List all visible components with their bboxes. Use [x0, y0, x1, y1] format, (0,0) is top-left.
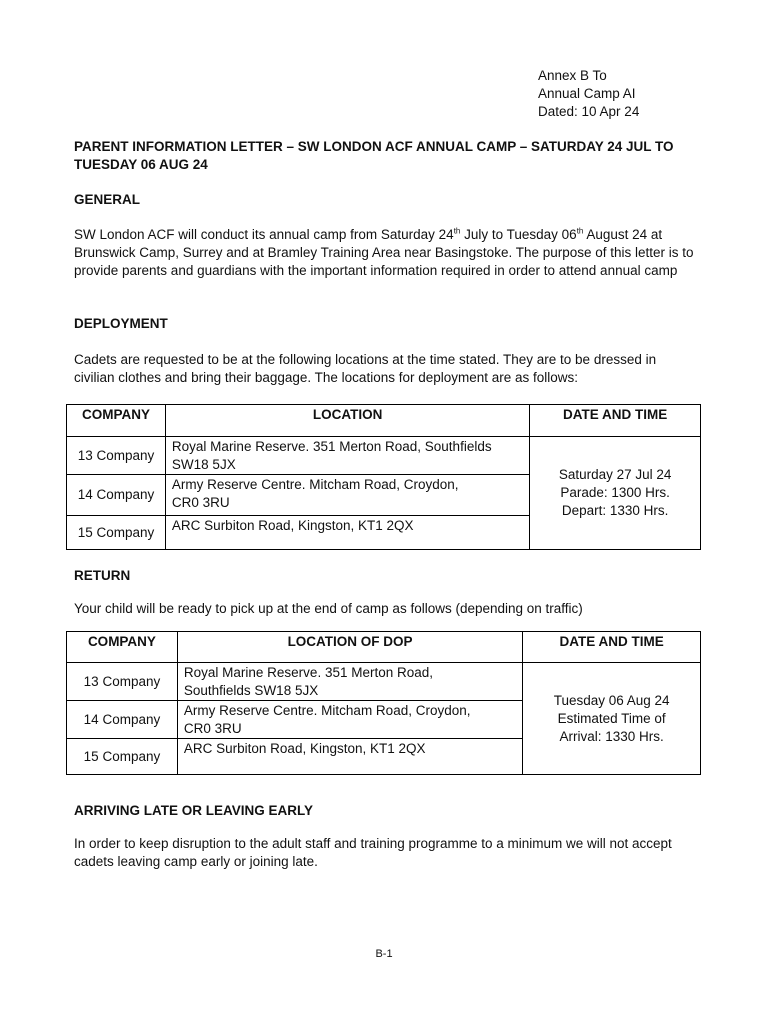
column-header: LOCATION OF DOP	[177, 632, 522, 663]
arriving-paragraph: In order to keep disruption to the adult staff and training programme to a minimum we will not accept cadets leaving camp early or joining late.	[74, 836, 672, 869]
company-cell: 13 Company	[67, 437, 166, 475]
location-cell: Army Reserve Centre. Mitcham Road, Croydon, CR0 3RU	[165, 475, 529, 516]
company-cell: 15 Company	[67, 516, 166, 550]
deployment-heading: DEPLOYMENT	[74, 316, 168, 331]
deployment-paragraph: Cadets are requested to be at the following locations at the time stated. They are to be dressed in civilian clothes and bring their baggage. The locations for deployment are as follows:	[74, 352, 657, 385]
letter-title: PARENT INFORMATION LETTER – SW LONDON ACF ANNUAL CAMP – SATURDAY 24 JUL TO TUESDAY 06 AUG 24	[74, 139, 674, 172]
page-number: B-1	[375, 948, 393, 960]
table-row	[67, 663, 701, 701]
company-cell: 14 Company	[67, 475, 166, 516]
column-header: DATE AND TIME	[530, 405, 701, 437]
location-cell: Royal Marine Reserve. 351 Merton Road, Southfields SW18 5JX	[177, 663, 522, 701]
deployment-table	[66, 404, 701, 550]
annex-date: Dated: 10 Apr 24	[538, 104, 640, 119]
annex-line: Annex B To	[538, 68, 607, 83]
company-cell: 15 Company	[67, 739, 178, 775]
table-header-row	[67, 632, 701, 663]
general-paragraph: SW London ACF will conduct its annual camp from Saturday 24th July to Tuesday 06th August 24 at Brunswick Camp, Surrey and at Bramley Training Area near Basingstoke. The purpose of this letter is to provide parents and guardians with the important information required in order to attend annual camp	[74, 226, 694, 278]
column-header: DATE AND TIME	[523, 632, 701, 663]
return-table	[66, 631, 701, 775]
arriving-heading: ARRIVING LATE OR LEAVING EARLY	[74, 803, 314, 818]
location-cell: Army Reserve Centre. Mitcham Road, Croydon, CR0 3RU	[177, 701, 522, 739]
annex-block	[538, 67, 639, 121]
location-cell: ARC Surbiton Road, Kingston, KT1 2QX	[165, 516, 529, 550]
annex-line: Annual Camp AI	[538, 86, 636, 101]
column-header: COMPANY	[67, 405, 166, 437]
table-row	[67, 437, 701, 475]
datetime-cell: Tuesday 06 Aug 24 Estimated Time of Arrival: 1330 Hrs.	[523, 663, 701, 775]
company-cell: 13 Company	[67, 663, 178, 701]
return-paragraph: Your child will be ready to pick up at the end of camp as follows (depending on traffic)	[74, 601, 583, 616]
table-header-row	[67, 405, 701, 437]
column-header: COMPANY	[67, 632, 178, 663]
location-cell: Royal Marine Reserve. 351 Merton Road, Southfields SW18 5JX	[165, 437, 529, 475]
column-header: LOCATION	[165, 405, 529, 437]
datetime-cell: Saturday 27 Jul 24 Parade: 1300 Hrs. Depart: 1330 Hrs.	[530, 437, 701, 550]
return-heading: RETURN	[74, 568, 131, 583]
general-heading: GENERAL	[74, 192, 141, 207]
location-cell: ARC Surbiton Road, Kingston, KT1 2QX	[177, 739, 522, 775]
company-cell: 14 Company	[67, 701, 178, 739]
